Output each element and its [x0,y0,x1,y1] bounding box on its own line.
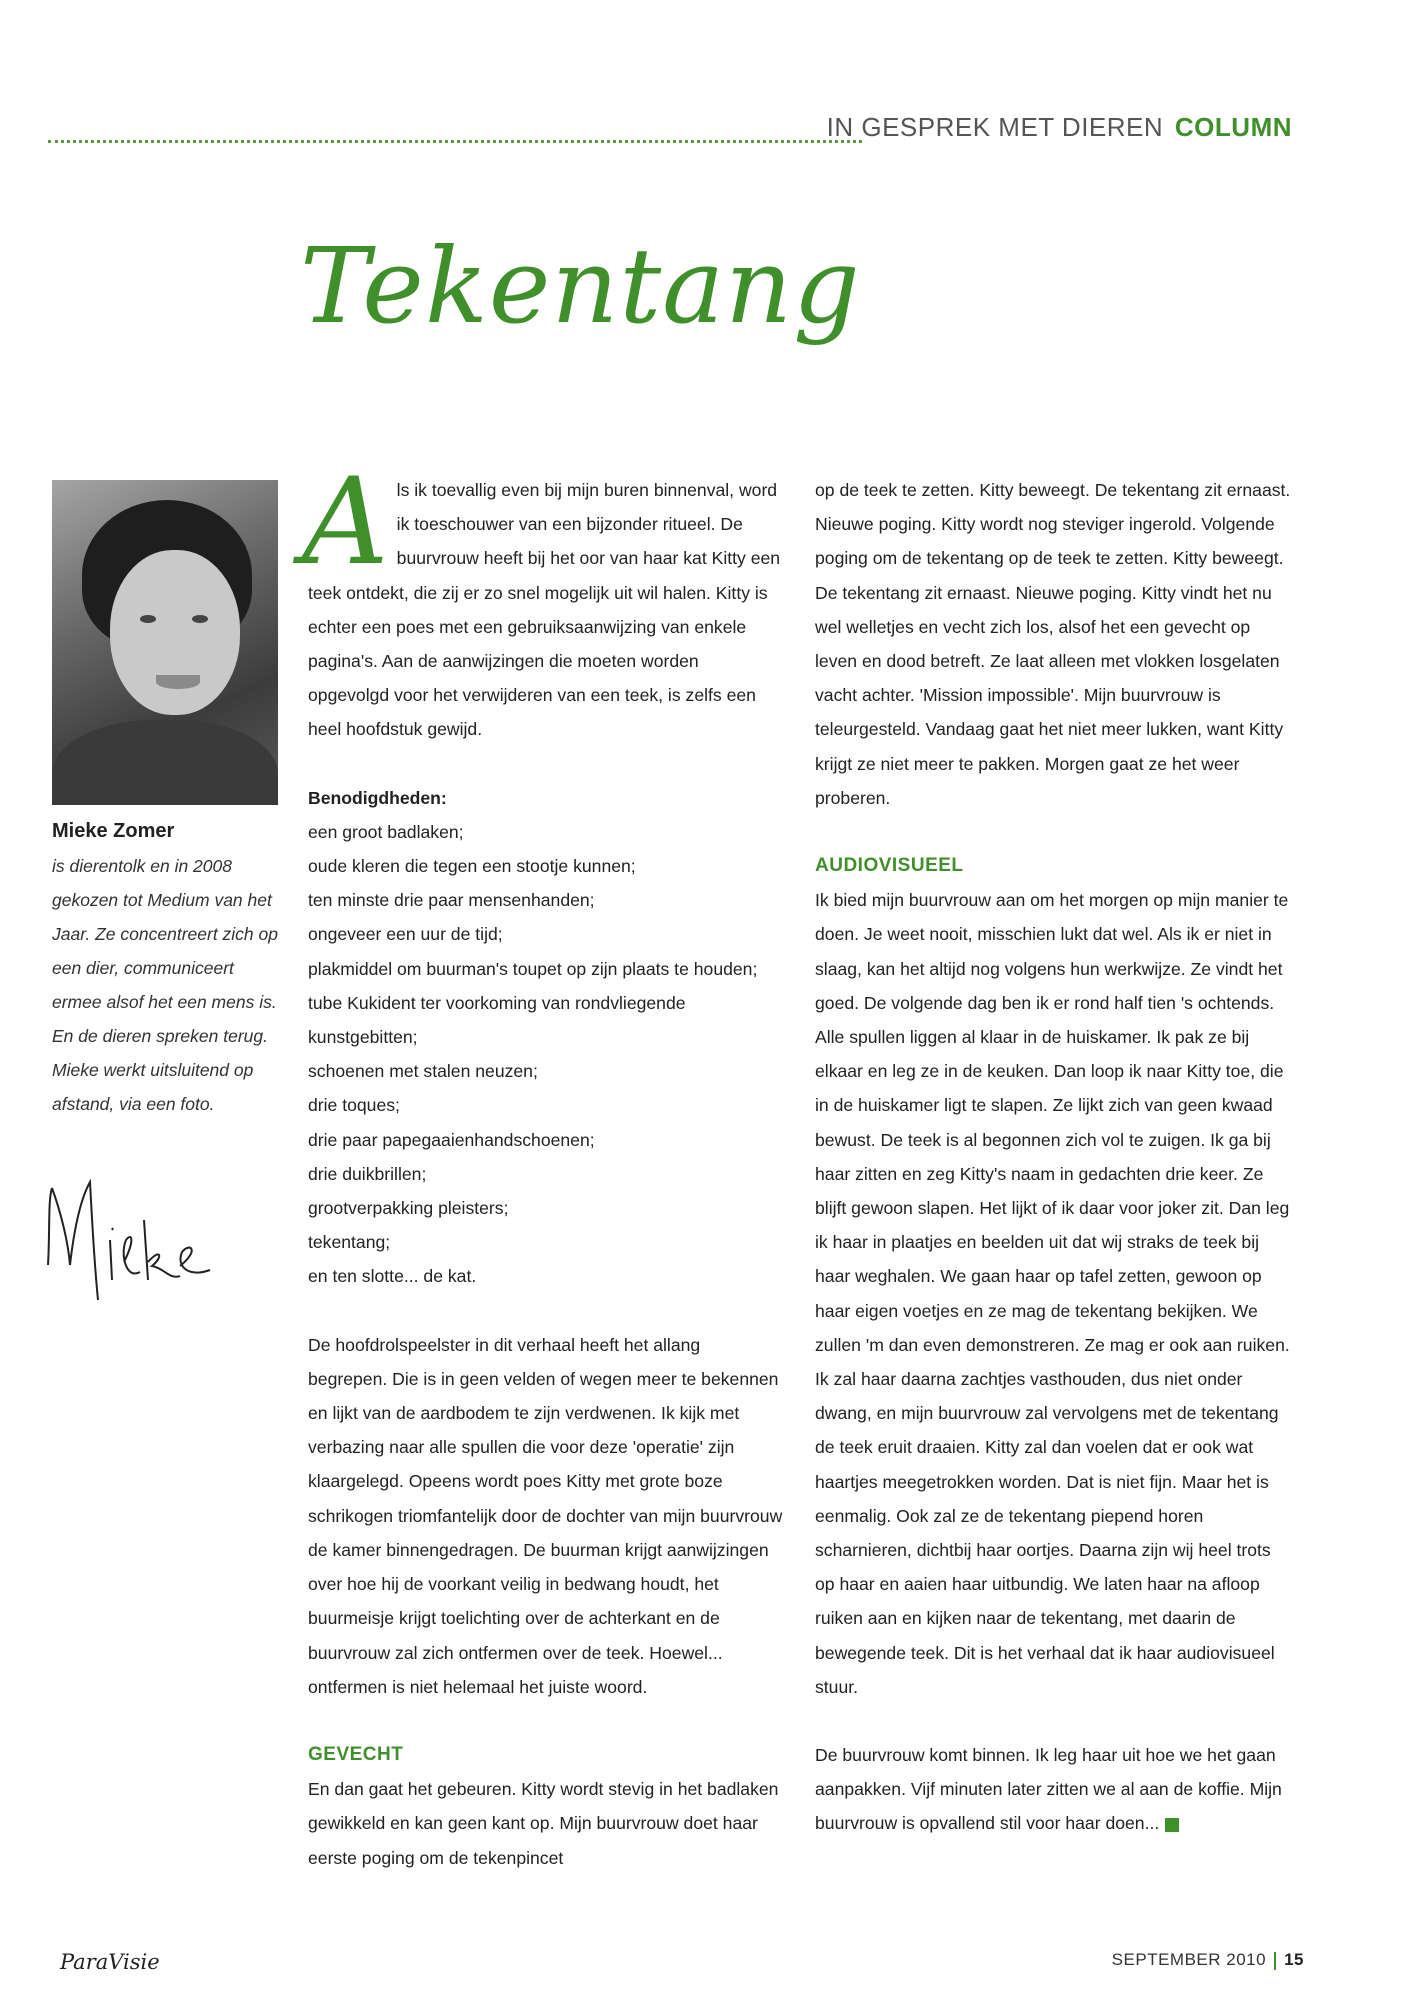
requirements-list [308,815,784,1294]
list-item: ongeveer een uur de tijd; [308,924,503,945]
list-item: drie duikbrillen; [308,1163,427,1184]
article-column-1 [302,453,784,1875]
header-dotted-rule [48,140,862,143]
magazine-name: ParaVisie [60,1950,160,1974]
list-item: plakmiddel om buurman's toupet op zijn plaats te houden; [308,958,758,979]
issue-date: SEPTEMBER 2010 [1111,1950,1267,1969]
list-item: tekentang; [308,1232,391,1253]
drop-cap: A [302,453,389,592]
header-section: IN GESPREK MET DIEREN [826,112,1164,142]
intro-text: ls ik toevallig even bij mijn buren binnenval, word ik toeschouwer van een bijzonder ritueel. De buurvrouw heeft bij het oor van haar kat Kitty een teek ontdekt, die zij er zo snel mogelijk uit wil halen. Kitty is echter een poes met een gebruiksaanwijzing van enkele pagina's. Aan de aanwijzingen die moeten worden opgevolgd voor het verwijderen van een teek, is zelfs een heel hoofdstuk gewijd. [308,480,781,740]
author-box [52,820,278,1121]
header-column: COLUMN [1174,112,1292,142]
list-item: oude kleren die tegen een stootje kunnen; [308,856,636,877]
article-title: Tekentang [300,225,861,347]
page-footer [1112,1950,1304,1970]
list-item: ten minste drie paar mensenhanden; [308,890,595,911]
section-header [48,110,1292,150]
author-signature [40,1170,270,1320]
list-title: Benodigdheden: [308,787,447,808]
section-heading-audiovisueel: AUDIOVISUEEL [815,855,964,876]
author-name: Mieke Zomer [52,820,175,842]
list-item: schoenen met stalen neuzen; [308,1061,538,1082]
list-item: drie toques; [308,1095,400,1116]
list-item: grootverpakking pleisters; [308,1198,509,1219]
author-bio: is dierentolk en in 2008 gekozen tot Medium van het Jaar. Ze concentreert zich op een dier, communiceert ermee alsof het een mens is. En de dieren spreken terug. Mieke werkt uitsluitend op afstand, via een foto. [52,856,278,1114]
page-number: 15 [1284,1950,1304,1969]
end-mark [1165,1818,1179,1832]
author-photo [52,480,278,805]
paragraph-2: De hoofdrolspeelster in dit verhaal heeft het allang begrepen. Die is in geen velden of wegen meer te bekennen en lijkt van de aardbodem te zijn verdwenen. Ik kijk met verbazing naar alle spullen die voor deze 'operatie' zijn klaargelegd. Opeens wordt poes Kitty met grote boze schrikogen triomfantelijk door de dochter van mijn buurvrouw de kamer binnengedragen. De buurman krijgt aanwijzingen over hoe hij de voorkant veilig in bedwang houdt, het buurmeisje krijgt toelichting over de achterkant en de buurvrouw zal zich ontfermen over de teek. Hoewel... ontfermen is niet helemaal het juiste woord. [308,1334,783,1697]
list-item: een groot badlaken; [308,821,464,842]
paragraph-3: En dan gaat het gebeuren. Kitty wordt stevig in het badlaken gewikkeld en kan geen kant op. Mijn buurvrouw doet haar eerste poging om de tekenpincet [308,1779,779,1868]
header-label [827,112,1292,143]
paragraph-5: De buurvrouw komt binnen. Ik leg haar uit hoe we het gaan aanpakken. Vijf minuten later zitten we al aan de koffie. Mijn buurvrouw is opvallend stil voor haar doen... [815,1745,1282,1834]
list-item: en ten slotte... de kat. [308,1266,477,1287]
paragraph-4: Ik bied mijn buurvrouw aan om het morgen op mijn manier te doen. Je weet nooit, misschien lukt dat wel. Als ik er niet in slaag, kan het altijd nog volgens hun werkwijze. Ze vindt het goed. De volgende dag ben ik er rond half tien 's ochtends. Alle spullen liggen al klaar in de huiskamer. Ik pak ze bij elkaar en leg ze in de keuken. Dan loop ik naar Kitty toe, die in de huiskamer ligt te slapen. Ze lijkt zich van geen kwaad bewust. De teek is al begonnen zich vol te zuigen. Ik ga bij haar zitten en zeg Kitty's naam in gedachten drie keer. Ze blijft gewoon slapen. Het lijkt of ik daar voor joker zit. Dan leg ik haar in plaatjes en beelden uit dat wij straks de teek bij haar weghalen. We gaan haar op tafel zetten, gewoon op haar eigen voetjes en ze mag de tekentang bekijken. We zullen 'm dan even demonstreren. Ze mag er ook aan ruiken. Ik zal haar daarna zachtjes vasthouden, dus niet onder dwang, en mijn buurvrouw zal vervolgens met de tekentang de teek eruit draaien. Kitty zal dan voelen dat er ook wat haartjes meegetrokken worden. Dat is niet fijn. Maar het is eenmalig. Ook zal ze de tekentang piepend horen scharnieren, dichtbij haar oortjes. Daarna zijn wij heel trots op haar en aaien haar uitbundig. We laten haar na afloop ruiken aan en kijken naar de tekentang, met daarin de bewegende teek. Dit is het verhaal dat ik haar audiovisueel stuur. [815,890,1290,1697]
paragraph-3-continued: op de teek te zetten. Kitty beweegt. De tekentang zit ernaast. Nieuwe poging. Kitty wordt nog steviger ingerold. Volgende poging om de tekentang op de teek te zetten. Kitty beweegt. De tekentang zit ernaast. Nieuwe poging. Kitty vindt het nu wel welletjes en vecht zich los, alsof het een gevecht op leven en dood betreft. Ze laat alleen met vlokken losgelaten vacht achter. 'Mission impossible'. Mijn buurvrouw is teleurgesteld. Vandaag gaat het niet meer lukken, want Kitty krijgt ze niet meer te pakken. Morgen gaat ze het weer proberen. [815,480,1291,808]
section-heading-gevecht: GEVECHT [308,1743,404,1765]
article-column-2 [815,473,1295,1841]
list-item: tube Kukident ter voorkoming van rondvliegende kunstgebitten; [308,992,686,1048]
list-item: drie paar papegaaienhandschoenen; [308,1129,595,1150]
intro-paragraph [302,453,784,747]
